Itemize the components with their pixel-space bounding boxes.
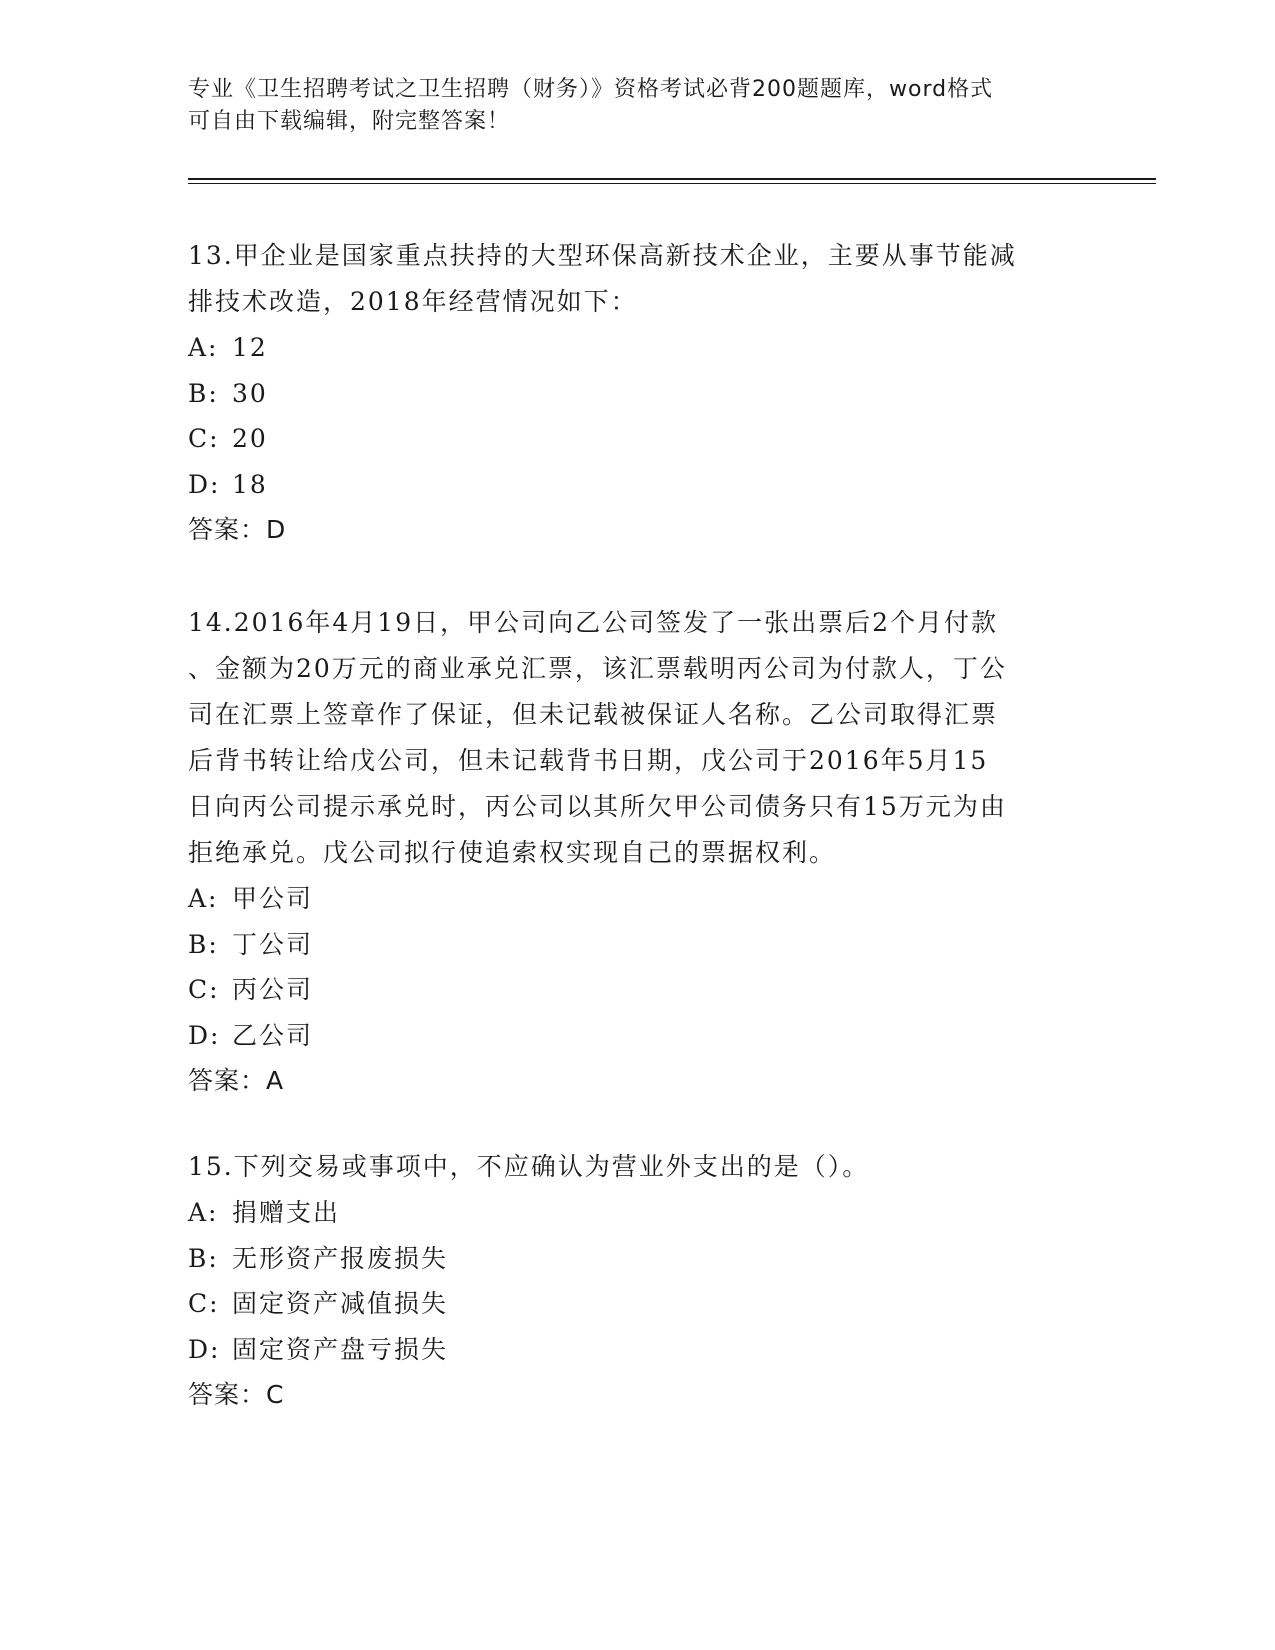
option-text: 固定资产减值损失 xyxy=(232,1289,449,1318)
option-text: 固定资产盘亏损失 xyxy=(232,1334,449,1364)
option-letter: D: xyxy=(188,469,221,499)
question-stem-line: 、金额为20万元的商业承兑汇票，该汇票载明丙公司为付款人，丁公 xyxy=(188,654,1007,683)
option-letter: A: xyxy=(188,884,219,913)
option-c xyxy=(188,416,1088,462)
question-stem-line: 日向丙公司提示承兑时，丙公司以其所欠甲公司债务只有15万元为由 xyxy=(188,792,1007,821)
answer-label: 答案：D xyxy=(188,515,287,544)
option-d xyxy=(188,462,1088,508)
option-letter: C: xyxy=(188,424,220,453)
question-stem-line: 司在汇票上签章作了保证，但未记载被保证人名称。乙公司取得汇票 xyxy=(188,700,999,729)
option-letter: B: xyxy=(188,378,219,408)
answer-label: 答案：A xyxy=(188,1066,285,1095)
option-letter: A: xyxy=(188,1198,219,1227)
document-header xyxy=(188,74,1068,138)
question-stem-line: 拒绝承兑。戊公司拟行使追索权实现自己的票据权利。 xyxy=(188,838,837,867)
option-text: 捐赠支出 xyxy=(232,1198,341,1227)
option-c xyxy=(188,1281,1088,1327)
option-b xyxy=(188,371,1088,417)
question-13 xyxy=(188,233,1088,553)
option-text: 12 xyxy=(232,333,268,362)
option-b xyxy=(188,1236,1088,1282)
option-letter: C: xyxy=(188,1289,220,1318)
option-letter: B: xyxy=(188,1243,219,1273)
question-14-stem xyxy=(188,600,1088,876)
option-d xyxy=(188,1013,1088,1059)
option-letter: D: xyxy=(188,1334,221,1364)
option-text: 20 xyxy=(232,424,268,453)
option-d xyxy=(188,1327,1088,1373)
question-15 xyxy=(188,1144,1088,1418)
option-text: 30 xyxy=(232,378,268,408)
question-stem-line: 排技术改造，2018年经营情况如下： xyxy=(188,287,638,316)
option-letter: A: xyxy=(188,333,219,362)
option-text: 无形资产报废损失 xyxy=(232,1243,449,1273)
option-b xyxy=(188,922,1088,968)
option-text: 18 xyxy=(232,469,268,499)
answer-label: 答案：C xyxy=(188,1380,285,1409)
header-divider-thick xyxy=(188,178,1156,180)
option-text: 乙公司 xyxy=(232,1020,314,1050)
option-text: 丙公司 xyxy=(232,975,314,1004)
question-13-stem xyxy=(188,233,1088,325)
option-a xyxy=(188,325,1088,371)
option-letter: D: xyxy=(188,1020,221,1050)
option-a xyxy=(188,876,1088,922)
question-stem-line: 后背书转让给戊公司，但未记载背书日期，戊公司于2016年5月15 xyxy=(188,746,989,775)
option-c xyxy=(188,967,1088,1013)
header-divider-thin xyxy=(188,183,1156,184)
question-15-stem xyxy=(188,1144,1088,1190)
question-14 xyxy=(188,600,1088,1104)
header-title-line-2: 可自由下载编辑，附完整答案！ xyxy=(188,109,511,134)
question-stem-line: 13.甲企业是国家重点扶持的大型环保高新技术企业，主要从事节能减 xyxy=(188,241,1017,270)
question-stem-line: 14.2016年4月19日，甲公司向乙公司签发了一张出票后2个月付款 xyxy=(188,608,999,637)
option-text: 丁公司 xyxy=(232,929,314,959)
option-a xyxy=(188,1190,1088,1236)
option-letter: C: xyxy=(188,975,220,1004)
header-title-line-1: 专业《卫生招聘考试之卫生招聘（财务）》资格考试必背200题题库，word格式 xyxy=(188,77,994,102)
option-text: 甲公司 xyxy=(232,884,314,913)
option-letter: B: xyxy=(188,929,219,959)
question-stem-line: 15.下列交易或事项中，不应确认为营业外支出的是（）。 xyxy=(188,1152,870,1181)
